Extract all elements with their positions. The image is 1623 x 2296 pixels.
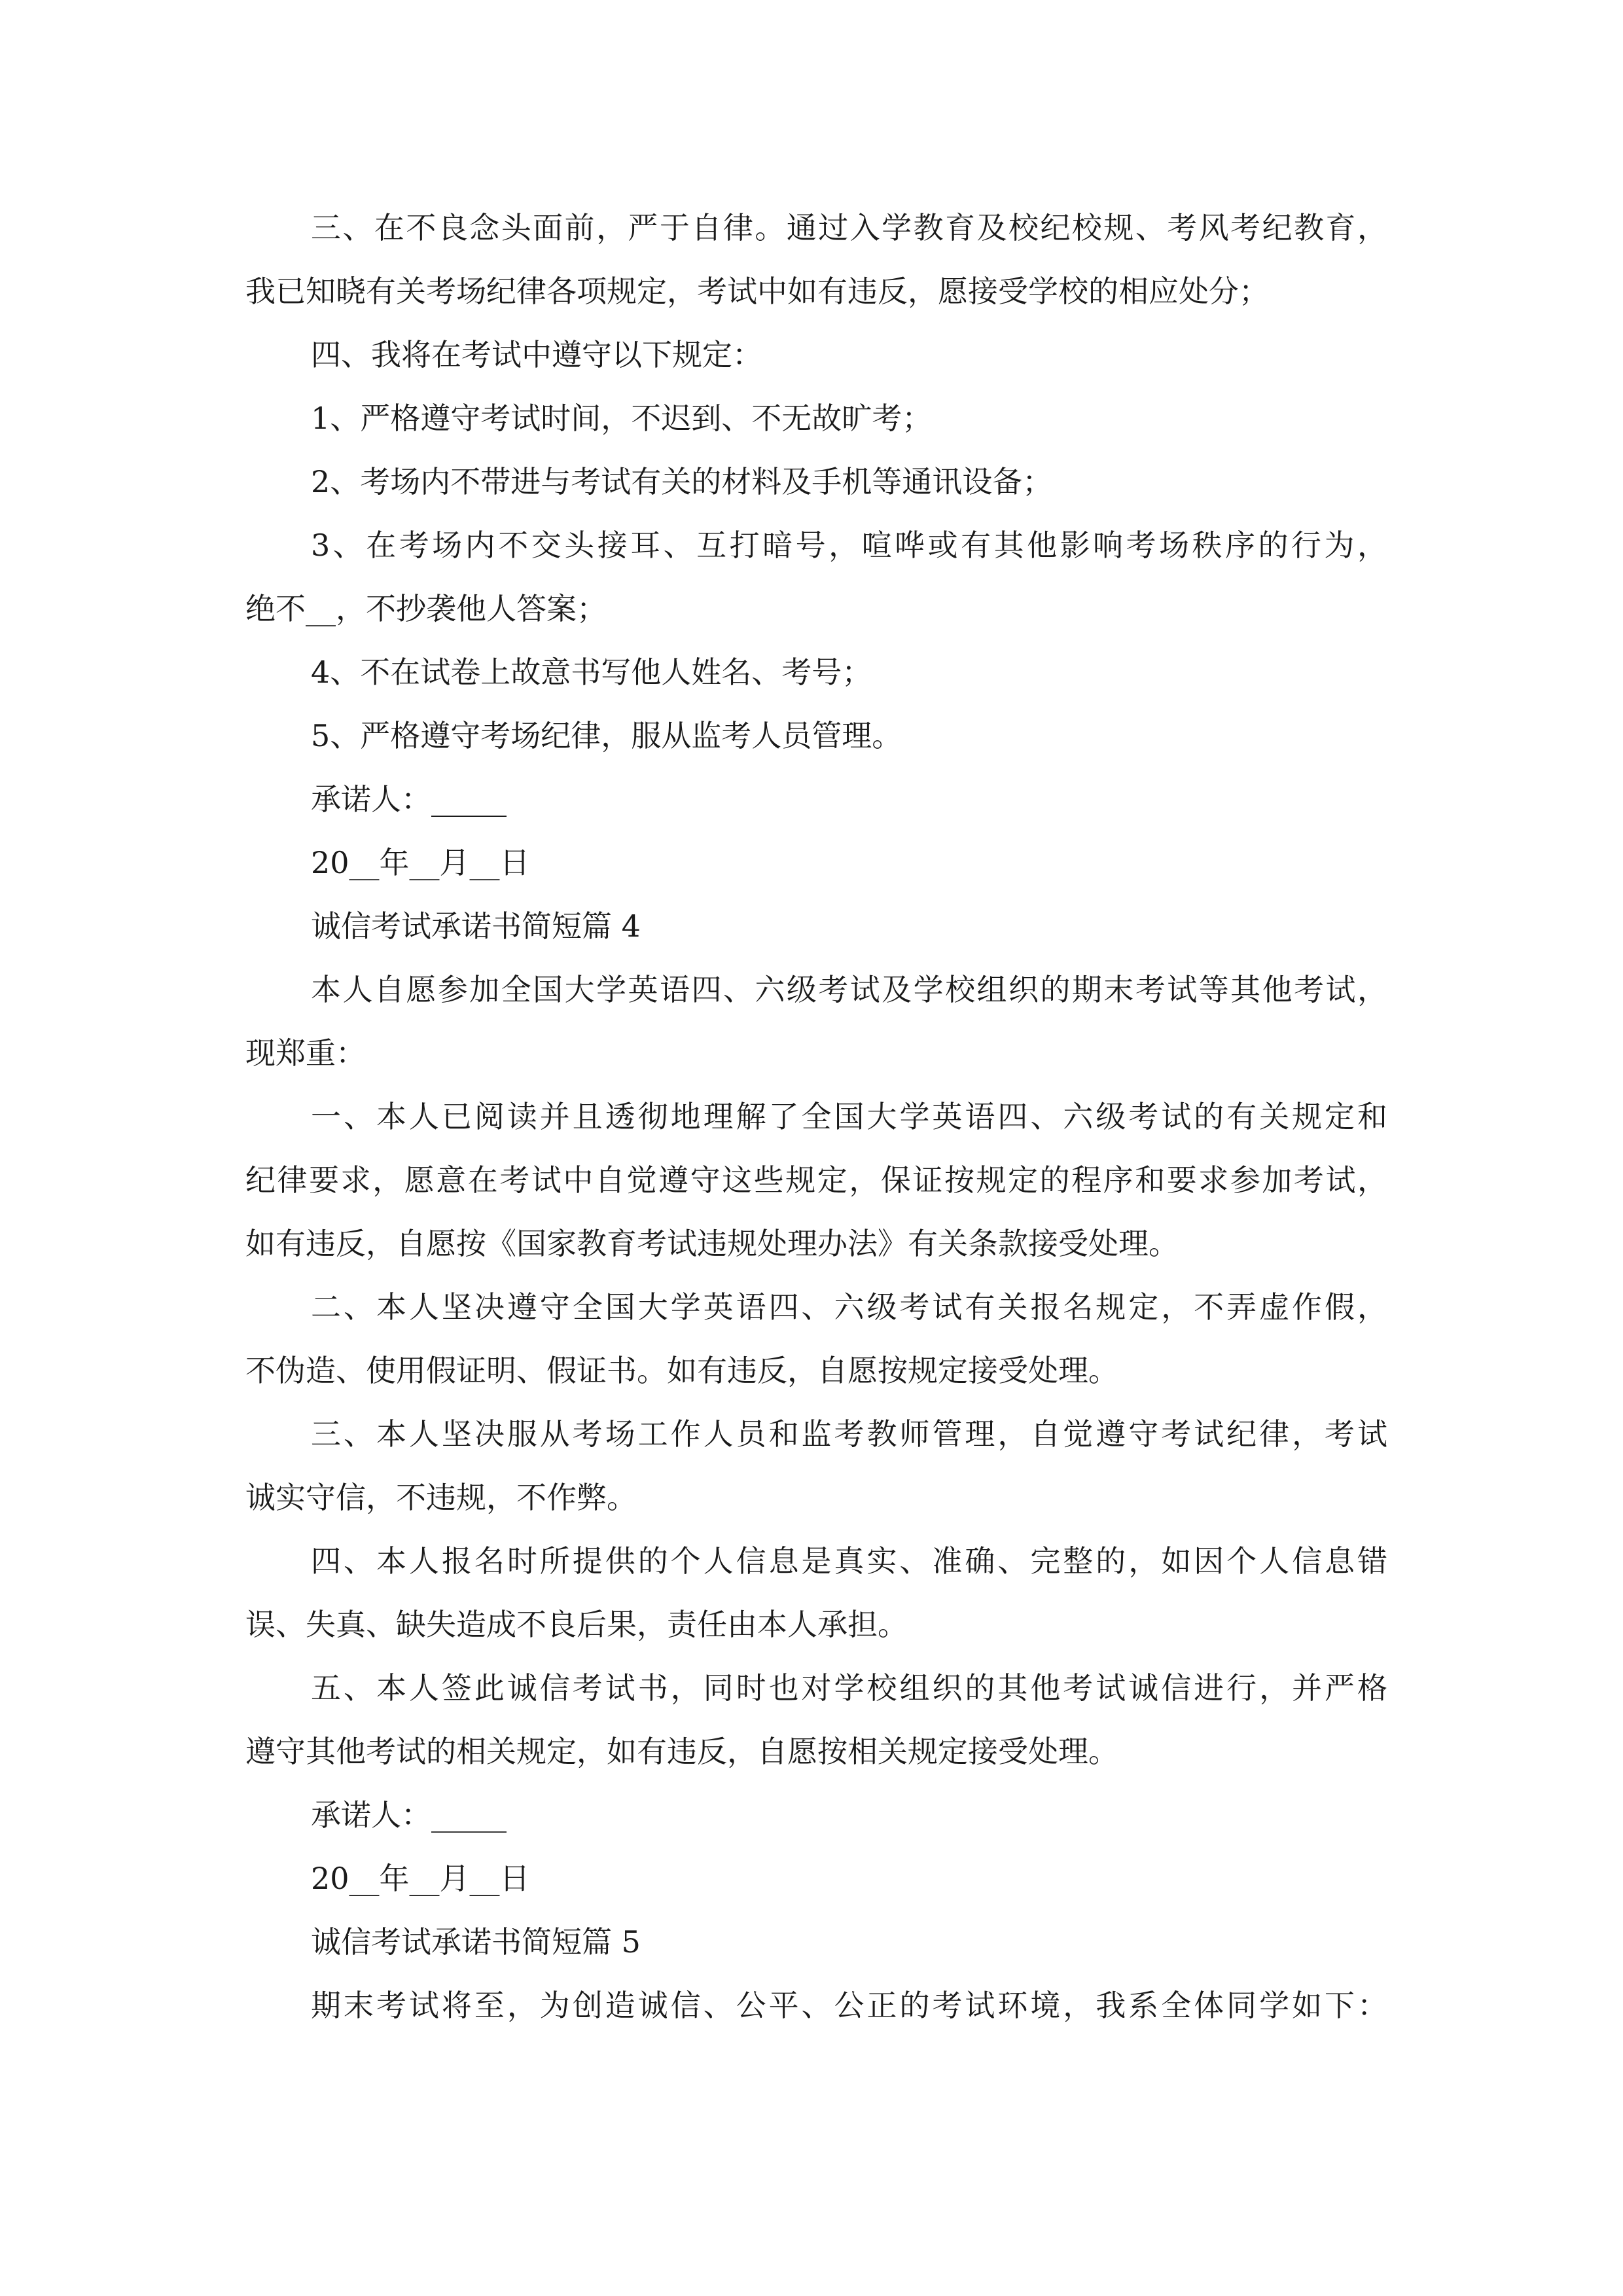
- text-line: 绝不__，不抄袭他人答案；: [245, 591, 607, 626]
- text-line: 4、不在试卷上故意书写他人姓名、考号；: [311, 655, 872, 690]
- text-line: 二、本人坚决遵守全国大学英语四、六级考试有关报名规定，不弄虚作假，: [311, 1289, 1387, 1325]
- text-line: 1、严格遵守考试时间，不迟到、不无故旷考；: [311, 401, 933, 436]
- text-line: 不伪造、使用假证明、假证书。如有违反，自愿按规定接受处理。: [245, 1353, 1118, 1388]
- text-line: 5、严格遵守考场纪律，服从监考人员管理。: [311, 718, 902, 753]
- text-line: 期末考试将至，为创造诚信、公平、公正的考试环境，我系全体同学如下：: [311, 1988, 1387, 2023]
- text-line: 诚信考试承诺书简短篇 4: [311, 908, 641, 944]
- text-line: 3、在考场内不交头接耳、互打暗号，喧哗或有其他影响考场秩序的行为，: [311, 528, 1387, 563]
- text-line: 现郑重：: [245, 1035, 366, 1071]
- text-line: 承诺人：_____: [311, 781, 507, 817]
- text-line: 20__年__月__日: [311, 1861, 530, 1896]
- text-line: 一、本人已阅读并且透彻地理解了全国大学英语四、六级考试的有关规定和: [311, 1099, 1387, 1134]
- text-line: 2、考场内不带进与考试有关的材料及手机等通讯设备；: [311, 464, 1053, 499]
- text-line: 遵守其他考试的相关规定，如有违反，自愿按相关规定接受处理。: [245, 1734, 1118, 1769]
- text-line: 如有违反，自愿按《国家教育考试违规处理办法》有关条款接受处理。: [245, 1226, 1179, 1261]
- text-line: 我已知晓有关考场纪律各项规定，考试中如有违反，愿接受学校的相应处分；: [245, 274, 1269, 309]
- text-line: 纪律要求，愿意在考试中自觉遵守这些规定，保证按规定的程序和要求参加考试，: [245, 1162, 1387, 1198]
- text-line: 五、本人签此诚信考试书，同时也对学校组织的其他考试诚信进行，并严格: [311, 1670, 1387, 1706]
- text-line: 四、本人报名时所提供的个人信息是真实、准确、完整的，如因个人信息错: [311, 1543, 1387, 1579]
- text-line: 诚实守信，不违规，不作弊。: [245, 1480, 637, 1515]
- text-line: 20__年__月__日: [311, 845, 530, 880]
- document-page: [245, 196, 1387, 2037]
- text-line: 承诺人：_____: [311, 1797, 507, 1833]
- text-line: 三、本人坚决服从考场工作人员和监考教师管理，自觉遵守考试纪律，考试: [311, 1416, 1387, 1452]
- text-line: 三、在不良念头面前，严于自律。通过入学教育及校纪校规、考风考纪教育，: [311, 210, 1387, 245]
- text-line: 本人自愿参加全国大学英语四、六级考试及学校组织的期末考试等其他考试，: [311, 972, 1387, 1007]
- text-line: 误、失真、缺失造成不良后果，责任由本人承担。: [245, 1607, 908, 1642]
- text-line: 四、我将在考试中遵守以下规定：: [311, 337, 762, 372]
- text-line: 诚信考试承诺书简短篇 5: [311, 1924, 641, 1960]
